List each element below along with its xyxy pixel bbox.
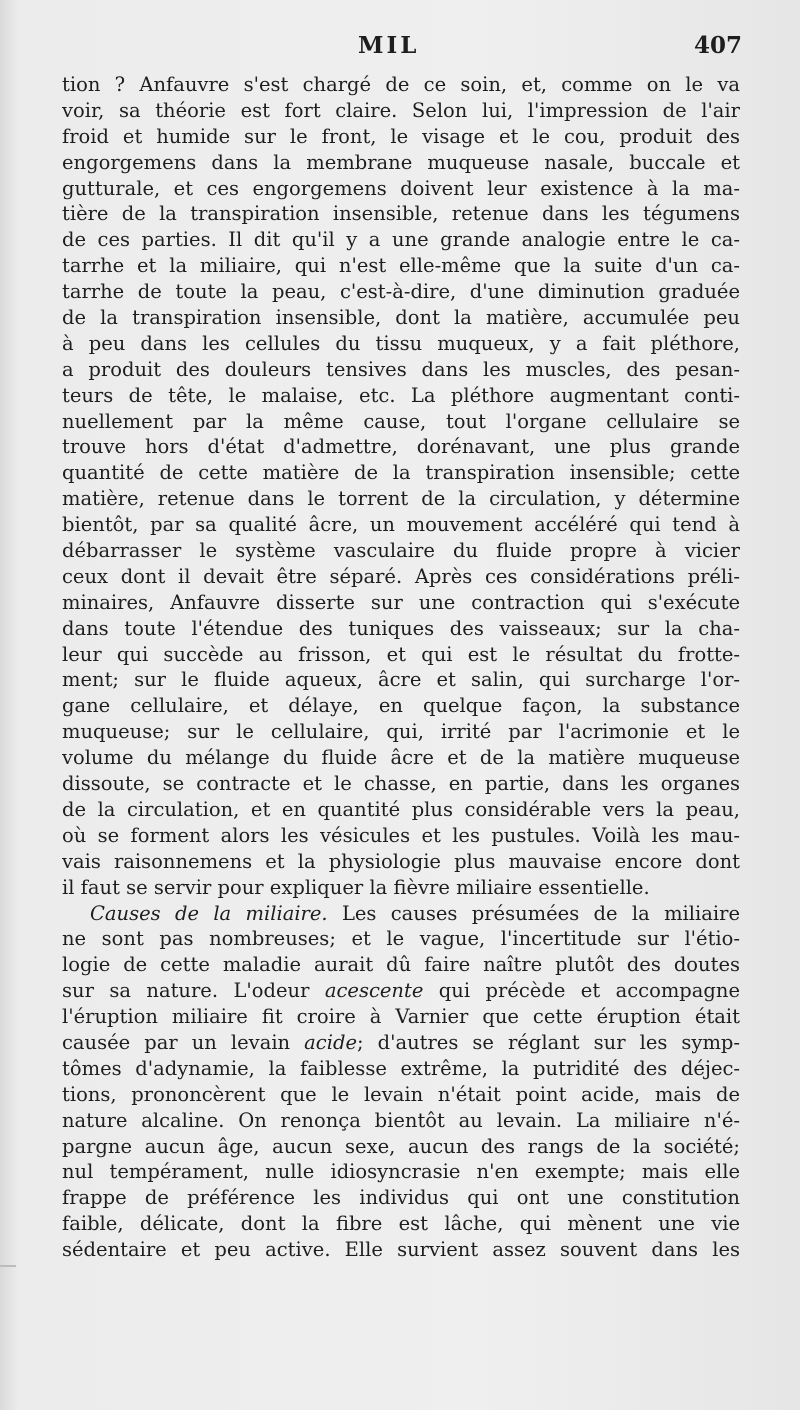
text-line: engorgemens dans la membrane muqueuse nasale, buccale et (62, 150, 740, 174)
text-line: leur qui succède au frisson, et qui est le résultat du frotte- (62, 642, 740, 666)
text-line: gane cellulaire, et délaye, en quelque façon, la substance (62, 694, 740, 718)
text-line: tômes d'adynamie, la faiblesse extrême, la putridité des déjec- (62, 1056, 740, 1080)
text-line: matière, retenue dans le torrent de la circulation, y détermine (62, 487, 740, 511)
text-line: nul tempérament, nulle idiosyncrasie n'en exempte; mais elle (62, 1160, 740, 1184)
paragraph-anfauvre-theory (62, 72, 740, 901)
paragraph-continuation (62, 1056, 740, 1263)
text-line: minaires, Anfauvre disserte sur une contraction qui s'exécute (62, 590, 740, 614)
text-line: logie de cette maladie aurait dû faire naître plutôt des doutes (62, 953, 740, 977)
text-fragment: qui précède et accompagne (423, 979, 740, 1003)
text-fragment: ; d'autres se réglant sur les symp- (356, 1030, 740, 1054)
text-line: de la circulation, et en quantité plus considérable vers la peau, (62, 797, 740, 821)
page-edge-mark (0, 1265, 16, 1267)
text-line: tion ? Anfauvre s'est chargé de ce soin, et, comme on le va (62, 73, 740, 96)
text-line: ceux dont il devait être séparé. Après ces considérations préli- (62, 564, 740, 588)
text-fragment: causée par un levain (62, 1030, 305, 1054)
text-line: nature alcaline. On renonça bientôt au levain. La miliaire n'é- (62, 1108, 740, 1132)
text-line: muqueuse; sur le cellulaire, qui, irrité par l'acrimonie et le (62, 720, 740, 744)
text-line: de la transpiration insensible, dont la matière, accumulée peu (62, 306, 740, 330)
text-line: débarrasser le système vasculaire du fluide propre à vicier (62, 539, 740, 563)
text-line: trouve hors d'état d'admettre, dorénavant, une plus grande (62, 435, 740, 459)
text-line: teurs de tête, le malaise, etc. La pléthore augmentant conti- (62, 383, 740, 407)
text-line: ment; sur le fluide aqueux, âcre et salin, qui surcharge l'or- (62, 668, 740, 692)
text-line: froid et humide sur le front, le visage et le cou, produit des (62, 124, 740, 148)
text-line: volume du mélange du fluide âcre et de la matière muqueuse (62, 746, 740, 770)
text-line: a produit des douleurs tensives dans les muscles, des pesan- (62, 357, 740, 381)
paragraph-causes-of-miliaire (62, 901, 740, 1263)
text-line (62, 901, 740, 927)
running-head: MIL (358, 32, 420, 59)
text-line: tarrhe de toute la peau, c'est-à-dire, d'une diminution graduée (62, 280, 740, 304)
text-line: de ces parties. Il dit qu'il y a une grande analogie entre le ca- (62, 228, 740, 252)
italic-term-acescente: acescente (324, 979, 424, 1003)
text-line (62, 978, 740, 1004)
text-line: gutturale, et ces engorgemens doivent leur existence à la ma- (62, 176, 740, 200)
page-number: 407 (693, 32, 742, 59)
text-line: dans toute l'étendue des tuniques des vaisseaux; sur la cha- (62, 616, 740, 640)
text-line: voir, sa théorie est fort claire. Selon lui, l'impression de l'air (62, 98, 740, 122)
text-line: ne sont pas nombreuses; et le vague, l'incertitude sur l'étio- (62, 927, 740, 951)
text-fragment: Les causes présumées de la miliaire (327, 901, 740, 925)
text-line: tions, prononcèrent que le levain n'était point acide, mais de (62, 1082, 740, 1106)
text-line: bientôt, par sa qualité âcre, un mouvement accéléré qui tend à (62, 513, 740, 537)
text-line: tarrhe et la miliaire, qui n'est elle-même que la suite d'un ca- (62, 254, 740, 278)
text-line: il faut se servir pour expliquer la fièvre miliaire essentielle. (62, 875, 650, 899)
text-line: pargne aucun âge, aucun sexe, aucun des rangs de la société; (62, 1134, 740, 1158)
italic-term-acide: acide (304, 1030, 357, 1054)
section-heading-causes: Causes de la miliaire. (90, 901, 328, 925)
text-line: où se forment alors les vésicules et les pustules. Voilà les mau- (62, 823, 740, 847)
text-line: nuellement par la même cause, tout l'organe cellulaire se (62, 409, 740, 433)
text-line: l'éruption miliaire fit croire à Varnier que cette éruption était (62, 1005, 740, 1029)
text-line: quantité de cette matière de la transpiration insensible; cette (62, 461, 740, 485)
text-line: frappe de préférence les individus qui ont une constitution (62, 1186, 740, 1210)
body-text (62, 72, 740, 1263)
text-line: à peu dans les cellules du tissu muqueux, y a fait pléthore, (62, 331, 740, 355)
text-fragment: sur sa nature. L'odeur (62, 979, 325, 1003)
text-line: tière de la transpiration insensible, retenue dans les tégumens (62, 202, 740, 226)
text-line (62, 1030, 740, 1056)
text-line: vais raisonnemens et la physiologie plus mauvaise encore dont (62, 849, 740, 873)
text-line: sédentaire et peu active. Elle survient assez souvent dans les (62, 1238, 740, 1262)
text-line: dissoute, se contracte et le chasse, en partie, dans les organes (62, 772, 740, 796)
text-line: faible, délicate, dont la fibre est lâche, qui mènent une vie (62, 1212, 740, 1236)
page-header (62, 32, 742, 66)
